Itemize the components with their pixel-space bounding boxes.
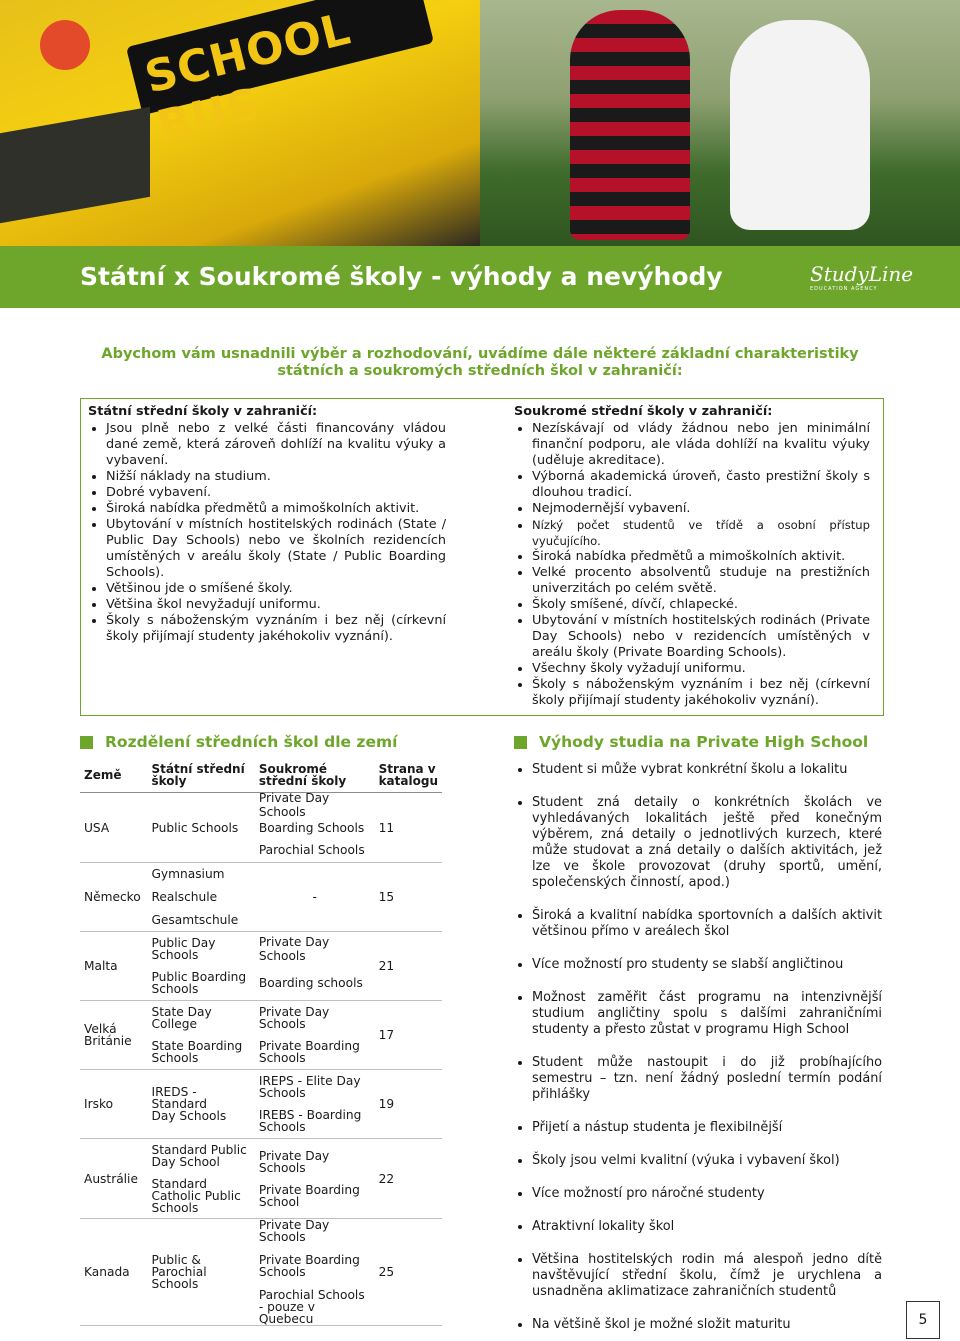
table-row — [80, 1001, 442, 1070]
list-item: • Více možností pro náročné studenty — [532, 1186, 882, 1202]
list-item: • Většina hostitelských rodin má alespoň jedno dítě navštěvující střední školu, čímž je urychlena a usnadněna aklimatizace zahraničních studentů — [532, 1252, 882, 1300]
state-school-type: Realschule — [151, 890, 218, 905]
cell-private — [255, 932, 375, 1001]
cell-country: Austrálie — [80, 1139, 147, 1219]
header-state: Státní střední školy — [147, 758, 254, 793]
state-school-type: Public Day Schools — [151, 936, 216, 963]
table-row — [80, 1219, 442, 1326]
cell-private — [255, 1219, 375, 1326]
header-page: Strana v katalogu — [375, 758, 442, 793]
page-title: Státní x Soukromé školy - výhody a nevýhody — [80, 262, 723, 291]
state-school-type: Public Boarding Schools — [151, 970, 247, 997]
cell-country: Kanada — [80, 1219, 147, 1326]
cell-page: 17 — [375, 1001, 442, 1070]
cell-private — [255, 1139, 375, 1219]
advantages-heading-text: Výhody studia na Private High School — [539, 733, 869, 751]
country-name: Velká Británie — [84, 1022, 132, 1049]
table-row — [80, 1139, 442, 1219]
private-school-type: Parochial Schools - pouze v Quebecu — [258, 1288, 365, 1327]
page-number: 5 — [906, 1301, 940, 1339]
list-item: • Nejmodernější vybavení. — [532, 501, 870, 517]
cell-state — [147, 1139, 254, 1219]
intro-line-1: Abychom vám usnadnili výběr a rozhodování, uvádíme dále některé základní charakteristiky — [101, 346, 859, 362]
state-school-type: Public Schools — [151, 820, 239, 835]
list-item: • Nezískávají od vlády žádnou nebo jen minimální finanční podporu, ale vláda dohlíží na kvalitu výuky (uděluje akreditace). — [532, 421, 870, 469]
list-item: • Přijetí a nástup studenta je flexibilnější — [532, 1120, 882, 1136]
list-item: • Student zná detaily o konkrétních školách ve vyhledávaných lokalitách ještě před konečným výběrem, zná detaily o jednotlivých kurzech, které může studovat a zná detaily o dalších aktivitách, jež lze ve škole provozovat (druhy sportů, umění, společenských činností, apod.) — [532, 795, 882, 891]
cell-state — [147, 932, 254, 1001]
list-item: • Na většině škol je možné složit maturitu — [532, 1317, 882, 1333]
private-school-type: Private Boarding School — [258, 1182, 360, 1209]
cell-private — [255, 790, 375, 863]
bus-light — [40, 20, 90, 70]
state-schools-column — [88, 404, 446, 645]
cell-state — [147, 1001, 254, 1070]
private-school-type: Parochial Schools — [258, 843, 365, 858]
private-school-type: - — [312, 890, 317, 905]
cell-state — [147, 793, 254, 863]
private-school-type: Private Boarding Schools — [258, 1039, 360, 1066]
cell-private — [255, 1001, 375, 1070]
header-private: Soukromé střední školy — [255, 758, 375, 793]
list-item: • Nízký počet studentů ve třídě a osobní přístup vyučujícího. — [532, 517, 870, 549]
list-item: • Široká a kvalitní nabídka sportovních a dalších aktivit většinou přímo v areálech škol — [532, 908, 882, 940]
list-item: • Široká nabídka předmětů a mimoškolních aktivit. — [106, 501, 446, 517]
cell-page: 25 — [375, 1219, 442, 1326]
hockey-player-2 — [730, 20, 870, 230]
division-heading-text: Rozdělení středních škol dle zemí — [105, 733, 398, 751]
list-item: • Jsou plně nebo z velké části financovány vládou dané země, která zároveň dohlíží na kvalitu výuky a vybavení. — [106, 421, 446, 469]
list-item: • Školy smíšené, dívčí, chlapecké. — [532, 597, 870, 613]
state-school-type: Standard Public Day School — [151, 1142, 247, 1169]
hockey-player-1 — [570, 10, 690, 240]
list-item: • Student si může vybrat konkrétní školu a lokalitu — [532, 762, 882, 778]
bus-sign-text: SCHOOL BUS — [140, 3, 356, 154]
school-bus-photo — [0, 0, 480, 246]
private-school-type: Private Day Schools — [258, 1148, 330, 1175]
state-school-type: IREDS - Standard Day Schools — [151, 1085, 227, 1124]
cell-state — [147, 1219, 254, 1326]
cell-country: Malta — [80, 932, 147, 1001]
list-item: • Dobré vybavení. — [106, 485, 446, 501]
square-bullet-icon — [80, 736, 93, 749]
cell-page: 15 — [375, 863, 442, 932]
private-school-type: IREPS - Elite Day Schools — [258, 1074, 361, 1101]
private-school-type: Boarding schools — [258, 976, 363, 991]
list-item: • Většina škol nevyžadují uniformu. — [106, 597, 446, 613]
list-item: • Školy s náboženským vyznáním i bez něj (církevní školy přijímají studenty jakéhokoliv vyznání). — [532, 677, 870, 709]
cell-page: 11 — [375, 793, 442, 863]
square-bullet-icon — [514, 736, 527, 749]
studyline-logo — [810, 262, 914, 292]
bus-window — [0, 107, 150, 223]
private-school-type: Boarding Schools — [258, 820, 365, 835]
cell-page: 21 — [375, 932, 442, 1001]
private-school-type: Private Boarding Schools — [258, 1253, 360, 1280]
list-item: • Velké procento absolventů studuje na prestižních univerzitách po celém světě. — [532, 565, 870, 597]
state-school-type: Standard Catholic Public Schools — [151, 1176, 241, 1215]
bus-sign — [126, 0, 434, 154]
private-schools-column — [514, 404, 870, 709]
private-schools-list — [514, 421, 870, 709]
cell-page: 19 — [375, 1070, 442, 1139]
cell-country: USA — [80, 793, 147, 863]
table-row — [80, 1070, 442, 1139]
list-item: • Výborná akademická úroveň, často prestižní školy s dlouhou tradicí. — [532, 469, 870, 501]
private-school-type: Private Day Schools — [258, 1005, 330, 1032]
cell-country — [80, 1001, 147, 1070]
table-header-row — [80, 758, 442, 793]
list-item: • Více možností pro studenty se slabší angličtinou — [532, 957, 882, 973]
private-schools-heading: Soukromé střední školy v zahraničí: — [514, 404, 773, 419]
hero-banner — [0, 0, 960, 246]
state-school-type: Gymnasium — [151, 867, 225, 882]
cell-country: Německo — [80, 863, 147, 932]
state-schools-heading: Státní střední školy v zahraničí: — [88, 404, 318, 419]
state-schools-list — [88, 421, 446, 645]
private-school-type: Private Day Schools — [258, 935, 330, 964]
state-school-type: State Boarding Schools — [151, 1039, 243, 1066]
state-school-type: Gesamtschule — [151, 912, 239, 927]
advantages-list — [514, 762, 882, 1333]
list-item: • Široká nabídka předmětů a mimoškolních aktivit. — [532, 549, 870, 565]
advantages-heading — [514, 733, 868, 751]
list-item: • Školy jsou velmi kvalitní (výuka i vybavení škol) — [532, 1153, 882, 1169]
list-item: • Ubytování v místních hostitelských rodinách (State / Public Day Schools) nebo ve školních rezidencích umístěných v areálu školy (State / Public Boarding Schools). — [106, 517, 446, 581]
state-school-type: Public & Parochial Schools — [151, 1253, 207, 1292]
cell-private — [255, 1070, 375, 1139]
hockey-photo — [480, 0, 960, 246]
list-item: • Možnost zaměřit část programu na intenzivnější studium angličtiny spolu s dalšími zahraničními studenty a přesto zůstat v programu High School — [532, 990, 882, 1038]
list-item: • Většinou jde o smíšené školy. — [106, 581, 446, 597]
private-school-type: IREBS - Boarding Schools — [258, 1108, 362, 1135]
logo-subtext: EDUCATION AGENCY — [810, 286, 878, 292]
cell-page: 22 — [375, 1139, 442, 1219]
list-item: • Ubytování v místních hostitelských rodinách (Private Day Schools) nebo v rezidencích umístěných v areálu školy (Private Boarding Schools). — [532, 613, 870, 661]
header-country: Země — [80, 758, 147, 793]
cell-private — [255, 863, 375, 932]
intro-line-2: státních a soukromých středních škol v zahraničí: — [277, 363, 683, 379]
list-item: • Student může nastoupit i do již probíhajícího semestru – tzn. není žádný poslední termín podání přihlášky — [532, 1055, 882, 1103]
intro-text — [80, 346, 880, 380]
private-school-type: Private Day Schools — [258, 790, 330, 819]
cell-state — [147, 863, 254, 932]
table-row — [80, 863, 442, 932]
state-school-type: State Day College — [151, 1005, 212, 1032]
list-item: • Atraktivní lokality škol — [532, 1219, 882, 1235]
table-row — [80, 932, 442, 1001]
list-item: • Školy s náboženským vyznáním i bez něj (církevní školy přijímají studenty jakéhokoliv vyznání). — [106, 613, 446, 645]
cell-state — [147, 1070, 254, 1139]
cell-country: Irsko — [80, 1070, 147, 1139]
division-heading — [80, 733, 397, 751]
schools-by-country-table — [80, 758, 442, 1326]
logo-text: StudyLine — [810, 262, 914, 286]
list-item: • Všechny školy vyžadují uniformu. — [532, 661, 870, 677]
list-item: • Nižší náklady na studium. — [106, 469, 446, 485]
table-row — [80, 793, 442, 863]
private-school-type: Private Day Schools — [258, 1218, 330, 1245]
